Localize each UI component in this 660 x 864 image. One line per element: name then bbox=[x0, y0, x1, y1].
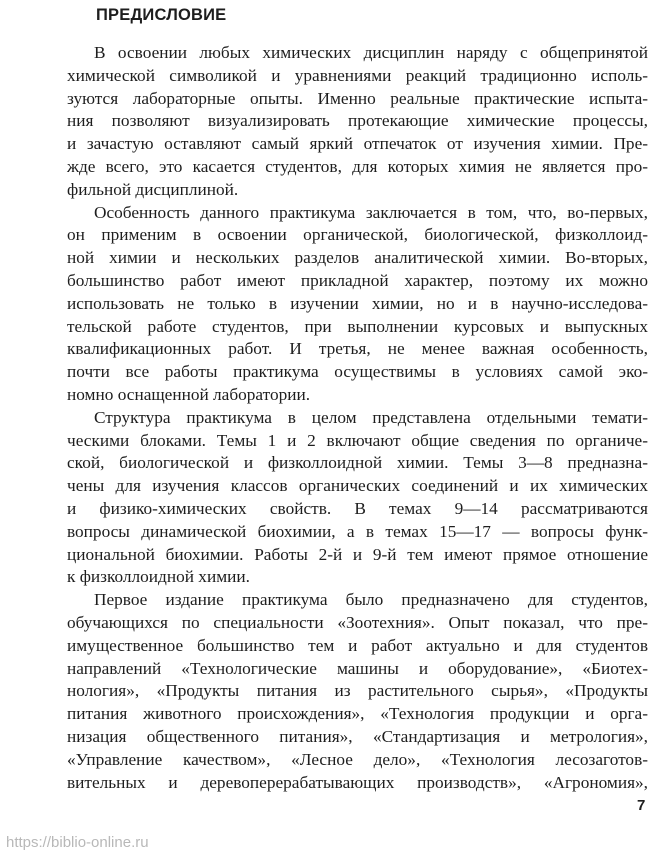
text-line: фильной дисциплиной. bbox=[67, 179, 239, 199]
watermark-url: https://biblio-online.ru bbox=[6, 834, 149, 851]
text-line: почти все работы практикума осуществимы в условиях самой эко- bbox=[67, 362, 648, 382]
text-line: тельской работе студентов, при выполнении курсовых и выпускных bbox=[67, 316, 648, 336]
text-line: циональной биохимии. Работы 2-й и 9-й тем имеют прямое отношение bbox=[67, 544, 648, 564]
text-line: и зачастую оставляют самый яркий отпечаток от изучения химии. Пре- bbox=[67, 134, 648, 154]
text-line: зуются лабораторные опыты. Именно реальные практические испыта- bbox=[67, 88, 648, 108]
text-line: ческими блоками. Темы 1 и 2 включают общие сведения по органиче- bbox=[67, 430, 648, 450]
body-text bbox=[67, 42, 648, 794]
text-line: номно оснащенной лаборатории. bbox=[67, 384, 311, 404]
text-line: вительных и деревоперерабатывающих производств», «Агрономия», bbox=[67, 772, 648, 792]
text-line: Особенность данного практикума заключается в том, что, во-первых, bbox=[94, 202, 648, 222]
paragraph bbox=[67, 589, 648, 794]
text-line: направлений «Технологические машины и оборудование», «Биотех- bbox=[67, 658, 648, 678]
paragraph bbox=[67, 407, 648, 589]
text-line: вопросы динамической биохимии, а в темах 15—17 — вопросы функ- bbox=[67, 521, 648, 541]
text-line: питания животного происхождения», «Технология продукции и орга- bbox=[67, 704, 648, 724]
paragraph bbox=[67, 42, 648, 202]
text-line: химической символикой и уравнениями реакций традиционно исполь- bbox=[67, 65, 648, 85]
page-number: 7 bbox=[637, 797, 646, 814]
text-line: квалификационных работ. И третья, не менее важная особенность, bbox=[67, 339, 648, 359]
text-line: ной химии и нескольких разделов аналитической химии. Во-вторых, bbox=[67, 248, 648, 268]
text-line: нология», «Продукты питания из растительного сырья», «Продукты bbox=[67, 681, 648, 701]
text-line: жде всего, это касается студентов, для которых химия не является про- bbox=[67, 156, 648, 176]
text-line: он применим в освоении органической, биологической, физколлоид- bbox=[67, 225, 648, 245]
text-line: использовать не только в изучении химии, но и в научно-исследова- bbox=[67, 293, 648, 313]
text-line: чены для изучения классов органических соединений и их химических bbox=[67, 476, 648, 496]
text-line: «Управление качеством», «Лесное дело», «Технология лесозаготов- bbox=[67, 749, 648, 769]
text-line: низация общественного питания», «Стандартизация и метрология», bbox=[67, 726, 648, 746]
text-line: обучающихся по специальности «Зоотехния». Опыт показал, что пре- bbox=[67, 612, 648, 632]
text-line: большинство работ имеют прикладной характер, поэтому их можно bbox=[67, 270, 648, 290]
text-line: Структура практикума в целом представлена отдельными темати- bbox=[94, 407, 648, 427]
text-line: В освоении любых химических дисциплин наряду с общепринятой bbox=[94, 43, 648, 62]
text-line: и физико-химических свойств. В темах 9—14 рассматриваются bbox=[67, 498, 648, 518]
text-line: к физколлоидной химии. bbox=[67, 567, 250, 587]
text-line: Первое издание практикума было предназначено для студентов, bbox=[94, 590, 648, 610]
text-line: ния позволяют визуализировать протекающие химические процессы, bbox=[67, 111, 648, 131]
text-line: имущественное большинство тем и работ актуально и для студентов bbox=[67, 635, 648, 655]
section-heading: ПРЕДИСЛОВИЕ bbox=[96, 6, 227, 24]
paragraph bbox=[67, 202, 648, 407]
text-line: ской, биологической и физколлоидной химии. Темы 3—8 предназна- bbox=[67, 453, 648, 473]
